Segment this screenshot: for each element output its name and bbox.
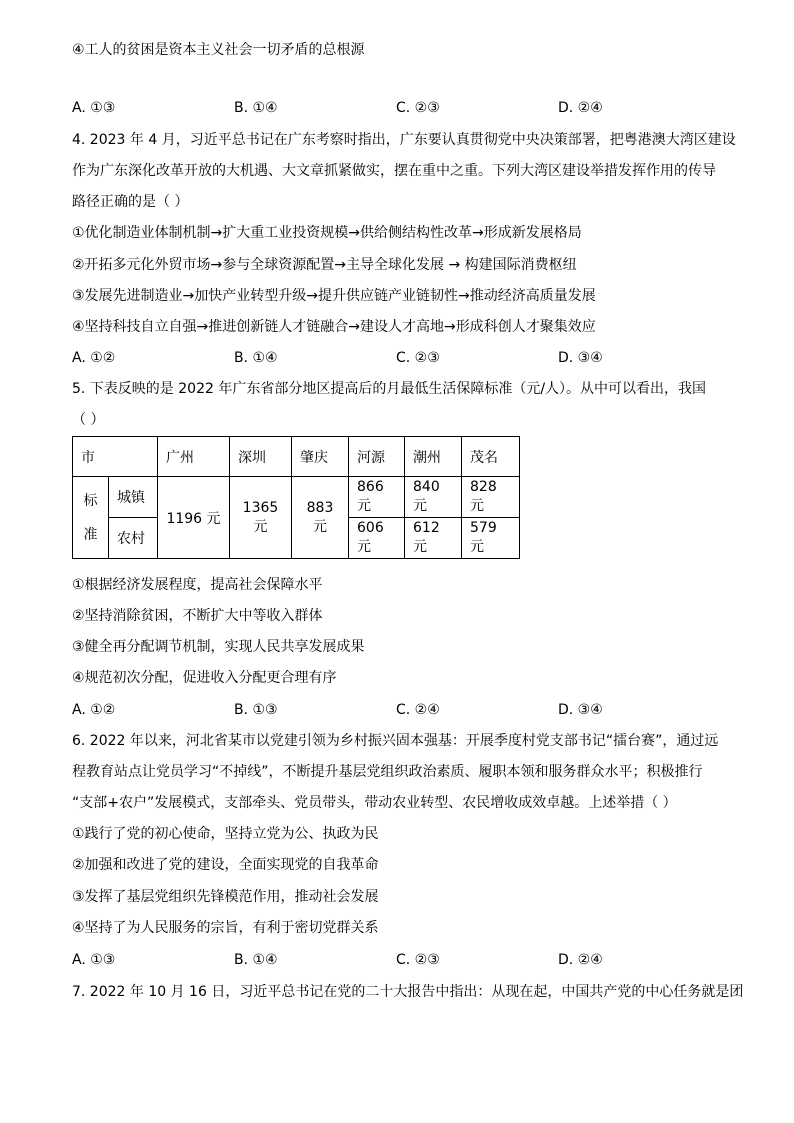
table-cell: 866 元 [349, 477, 405, 518]
question-7-line-1: 7. 2022 年 10 月 16 日，习近平总书记在党的二十大报告中指出：从现在起，中国共产党的中心任务就是团 [72, 984, 744, 1000]
text-line: ④工人的贫困是资本主义社会一切矛盾的总根源 [72, 42, 365, 58]
table-cell: 828 元 [462, 477, 520, 518]
table-cell: 883 元 [292, 477, 349, 559]
table-row-label: 城镇 [109, 477, 158, 518]
question-6-line-1: 6. 2022 年以来，河北省某市以党建引领为乡村振兴固本强基：开展季度村党支部书记“擂台赛”，通过远 [72, 733, 719, 749]
choice-4: ④坚持科技自立自强→推进创新链人才链融合→建设人才高地→形成科创人才聚集效应 [72, 319, 596, 335]
choice-2: ②加强和改进了党的建设，全面实现党的自我革命 [72, 857, 379, 873]
option-d: D. ③④ [558, 350, 603, 366]
choice-4: ④规范初次分配，促进收入分配更合理有序 [72, 670, 337, 686]
table-cell: 1365 元 [230, 477, 292, 559]
option-a: A. ①③ [72, 952, 116, 968]
option-d: D. ②④ [558, 100, 603, 116]
table-city: 茂名 [462, 437, 520, 477]
question-6-line-3: “支部+农户”发展模式，支部牵头、党员带头，带动农业转型、农民增收成效卓越。上述举措（ ） [72, 795, 677, 811]
option-b: B. ①④ [234, 350, 278, 366]
option-b: B. ①④ [234, 952, 278, 968]
table-header-label: 市 [73, 437, 158, 477]
option-a: A. ①③ [72, 100, 116, 116]
option-c: C. ②③ [396, 100, 440, 116]
table-row-group [73, 477, 109, 559]
table-city: 广州 [158, 437, 230, 477]
option-d: D. ②④ [558, 952, 603, 968]
option-b: B. ①③ [234, 702, 278, 718]
choice-2: ②开拓多元化外贸市场→参与全球资源配置→主导全球化发展 → 构建国际消费枢纽 [72, 257, 577, 273]
table-row-label: 农村 [109, 518, 158, 559]
question-4-line-3: 路径正确的是（ ） [72, 194, 189, 210]
table-cell: 1196 元 [158, 477, 230, 559]
choice-4: ④坚持了为人民服务的宗旨，有利于密切党群关系 [72, 920, 379, 936]
table-cell: 840 元 [405, 477, 462, 518]
table-cell: 606 元 [349, 518, 405, 559]
choice-2: ②坚持消除贫困，不断扩大中等收入群体 [72, 608, 323, 624]
choice-3: ③健全再分配调节机制，实现人民共享发展成果 [72, 639, 365, 655]
table-cell: 579 元 [462, 518, 520, 559]
choice-3: ③发展先进制造业→加快产业转型升级→提升供应链产业链韧性→推动经济高质量发展 [72, 288, 596, 304]
choice-1: ①践行了党的初心使命，坚持立党为公、执政为民 [72, 826, 379, 842]
question-5-line-2: （ ） [72, 412, 105, 428]
question-6-line-2: 程教育站点让党员学习“不掉线”，不断提升基层党组织政治素质、履职本领和服务群众水平；积极推行 [72, 764, 703, 780]
table-city: 深圳 [230, 437, 292, 477]
option-d: D. ③④ [558, 702, 603, 718]
option-a: A. ①② [72, 702, 116, 718]
question-4-line-2: 作为广东深化改革开放的大机遇、大文章抓紧做实，摆在重中之重。下列大湾区建设举措发挥作用的传导 [72, 163, 716, 179]
choice-1: ①优化制造业体制机制→扩大重工业投资规模→供给侧结构性改革→形成新发展格局 [72, 225, 582, 241]
question-5-line-1: 5. 下表反映的是 2022 年广东省部分地区提高后的月最低生活保障标准（元/人）。从中可以看出，我国 [72, 381, 707, 397]
option-b: B. ①④ [234, 100, 278, 116]
table-city: 肇庆 [292, 437, 349, 477]
table-city: 潮州 [405, 437, 462, 477]
row-group-char: 标 [83, 492, 98, 509]
row-group-char: 准 [83, 526, 98, 543]
table-cell: 612 元 [405, 518, 462, 559]
option-c: C. ②③ [396, 350, 440, 366]
subsistence-table [72, 436, 520, 559]
choice-1: ①根据经济发展程度，提高社会保障水平 [72, 577, 323, 593]
option-a: A. ①② [72, 350, 116, 366]
question-4-line-1: 4. 2023 年 4 月，习近平总书记在广东考察时指出，广东要认真贯彻党中央决策部署，把粤港澳大湾区建设 [72, 132, 736, 148]
option-c: C. ②③ [396, 952, 440, 968]
option-c: C. ②④ [396, 702, 440, 718]
table-city: 河源 [349, 437, 405, 477]
choice-3: ③发挥了基层党组织先锋模范作用，推动社会发展 [72, 889, 379, 905]
